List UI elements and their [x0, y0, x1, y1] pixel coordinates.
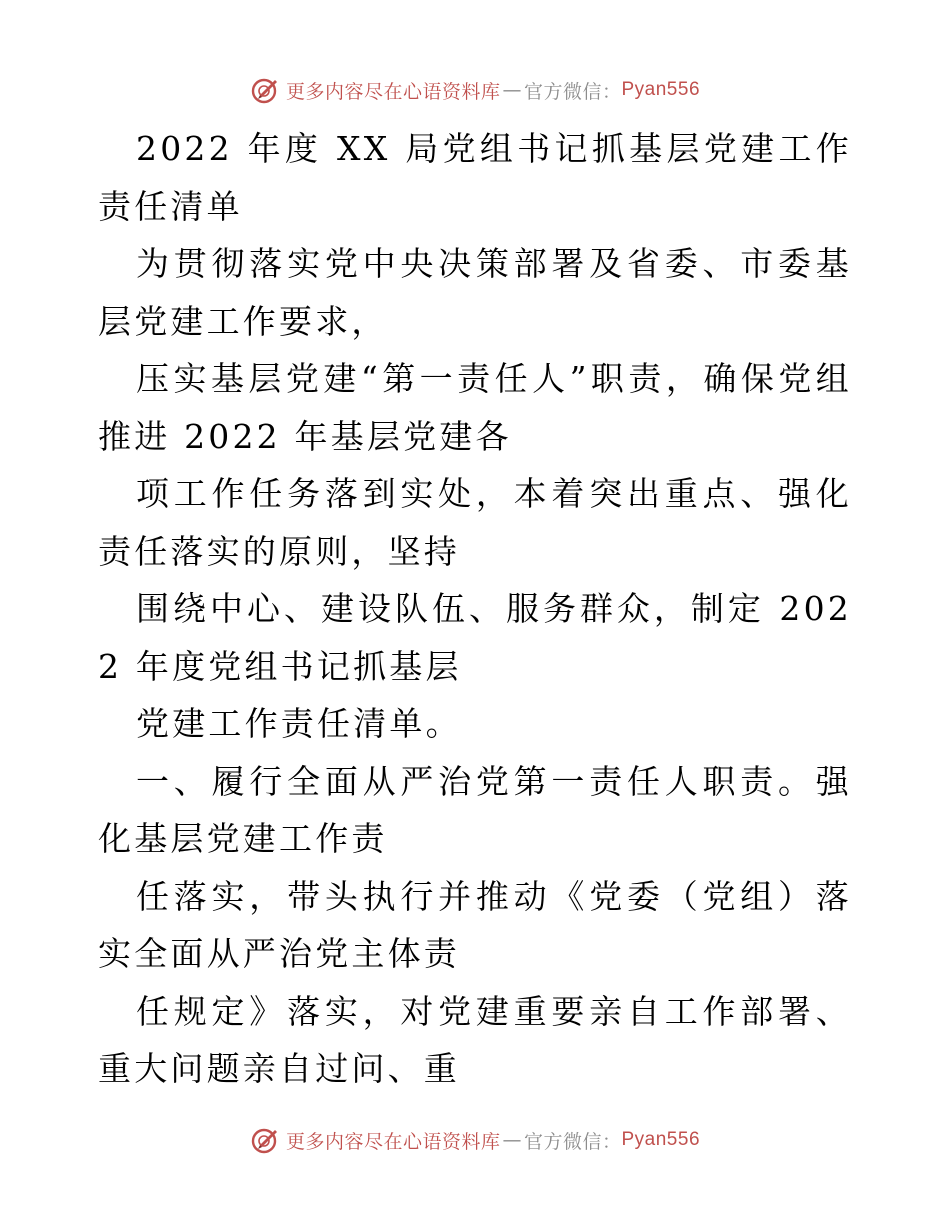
- watermark-separator: —: [502, 1129, 522, 1151]
- pen-logo-icon: [250, 75, 280, 105]
- paragraph-8: 任规定》落实，对党建重要亲自工作部署、重大问题亲自过问、重: [98, 991, 852, 1088]
- header-watermark: [0, 70, 950, 110]
- paragraph-5: 党建工作责任清单。: [136, 704, 462, 743]
- watermark-separator: —: [502, 79, 522, 101]
- paragraph-7: 任落实，带头执行并推动《党委（党组）落实全面从严治党主体责: [98, 876, 852, 973]
- paragraph-4: 围绕中心、建设队伍、服务群众，制定 2022 年度党组书记抓基层: [98, 589, 852, 686]
- paragraph-1: 为贯彻落实党中央决策部署及省委、市委基层党建工作要求，: [98, 244, 852, 341]
- watermark-site-text: 更多内容尽在心语资料库: [285, 1130, 501, 1153]
- watermark-site-text: 更多内容尽在心语资料库: [285, 80, 501, 103]
- watermark-account: Pyan556: [621, 1129, 701, 1150]
- paragraph-6: 一、履行全面从严治党第一责任人职责。强化基层党建工作责: [98, 761, 852, 858]
- paragraph-2: 压实基层党建“第一责任人”职责，确保党组推进 2022 年基层党建各: [98, 359, 852, 456]
- footer-watermark: [0, 1120, 950, 1160]
- document-body: [98, 120, 852, 1098]
- document-title: 2022 年度 XX 局党组书记抓基层党建工作责任清单: [98, 129, 852, 226]
- watermark-wechat-label: 官方微信：: [523, 80, 622, 103]
- paragraph-3: 项工作任务落到实处，本着突出重点、强化责任落实的原则，坚持: [98, 474, 852, 571]
- watermark-wechat-label: 官方微信：: [523, 1130, 622, 1153]
- watermark-account: Pyan556: [621, 79, 701, 100]
- pen-logo-icon: [250, 1125, 280, 1155]
